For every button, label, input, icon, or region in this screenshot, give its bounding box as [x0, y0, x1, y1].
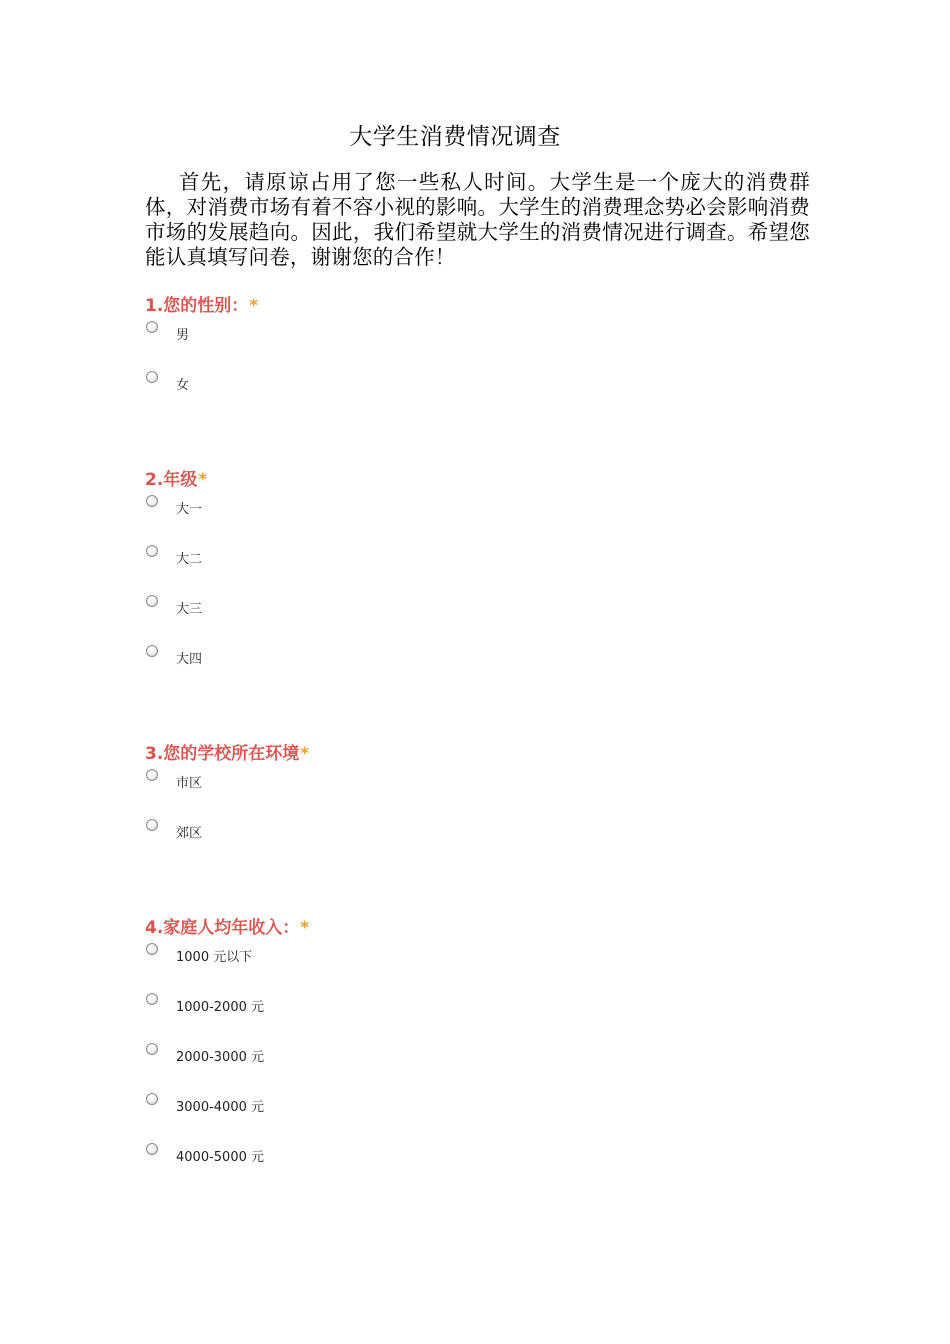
radio-button[interactable]: [146, 769, 158, 781]
question-title: [145, 469, 805, 491]
radio-button[interactable]: [146, 1143, 158, 1155]
option-label[interactable]: 1000 元以下: [176, 950, 253, 965]
question-title: [145, 917, 805, 939]
option-label[interactable]: 郊区: [176, 826, 203, 841]
option-row[interactable]: [145, 367, 805, 417]
option-row[interactable]: [145, 491, 805, 541]
radio-button[interactable]: [146, 595, 158, 607]
radio-button[interactable]: [146, 495, 158, 507]
question-number: 4.: [145, 918, 164, 938]
option-label[interactable]: 2000-3000 元: [176, 1050, 264, 1065]
option-row[interactable]: [145, 1139, 805, 1189]
question-grade: [145, 469, 805, 691]
option-row[interactable]: [145, 939, 805, 989]
option-row[interactable]: [145, 641, 805, 691]
option-row[interactable]: [145, 591, 805, 641]
question-number: 3.: [145, 744, 164, 764]
radio-button[interactable]: [146, 943, 158, 955]
question-family-income: [145, 917, 805, 1189]
radio-button[interactable]: [146, 371, 158, 383]
radio-button[interactable]: [146, 1093, 158, 1105]
question-text: 年级: [163, 470, 198, 490]
option-label[interactable]: 大一: [176, 502, 203, 517]
radio-button[interactable]: [146, 993, 158, 1005]
option-label[interactable]: 男: [176, 328, 190, 343]
question-title: [145, 743, 805, 765]
option-row[interactable]: [145, 765, 805, 815]
radio-button[interactable]: [146, 1043, 158, 1055]
option-label[interactable]: 大二: [176, 552, 203, 567]
radio-button[interactable]: [146, 321, 158, 333]
question-title: [145, 295, 805, 317]
option-label[interactable]: 大四: [176, 652, 203, 667]
option-label[interactable]: 女: [176, 378, 190, 393]
required-mark: *: [198, 470, 208, 490]
question-number: 1.: [145, 296, 164, 316]
survey-intro: 首先，请原谅占用了您一些私人时间。大学生是一个庞大的消费群体，对消费市场有着不容小视的影响。大学生的消费理念势必会影响消费市场的发展趋向。因此，我们希望就大学生的消费情况进行调查。希望您能认真填写问卷，谢谢您的合作！: [145, 170, 810, 269]
survey-title: 大学生消费情况调查: [349, 124, 561, 150]
required-mark: *: [300, 918, 310, 938]
option-label[interactable]: 3000-4000 元: [176, 1100, 264, 1115]
option-row[interactable]: [145, 815, 805, 865]
question-number: 2.: [145, 470, 164, 490]
option-row[interactable]: [145, 1039, 805, 1089]
required-mark: *: [249, 296, 259, 316]
option-row[interactable]: [145, 1089, 805, 1139]
question-school-environment: [145, 743, 805, 865]
radio-button[interactable]: [146, 819, 158, 831]
question-text: 您的性别：: [163, 296, 249, 316]
required-mark: *: [300, 744, 310, 764]
option-label[interactable]: 1000-2000 元: [176, 1000, 264, 1015]
radio-button[interactable]: [146, 545, 158, 557]
option-label[interactable]: 4000-5000 元: [176, 1150, 264, 1165]
option-label[interactable]: 市区: [176, 776, 203, 791]
option-row[interactable]: [145, 317, 805, 367]
option-row[interactable]: [145, 989, 805, 1039]
option-row[interactable]: [145, 541, 805, 591]
option-label[interactable]: 大三: [176, 602, 203, 617]
question-text: 家庭人均年收入：: [163, 918, 300, 938]
radio-button[interactable]: [146, 645, 158, 657]
question-gender: [145, 295, 805, 417]
question-text: 您的学校所在环境: [163, 744, 300, 764]
